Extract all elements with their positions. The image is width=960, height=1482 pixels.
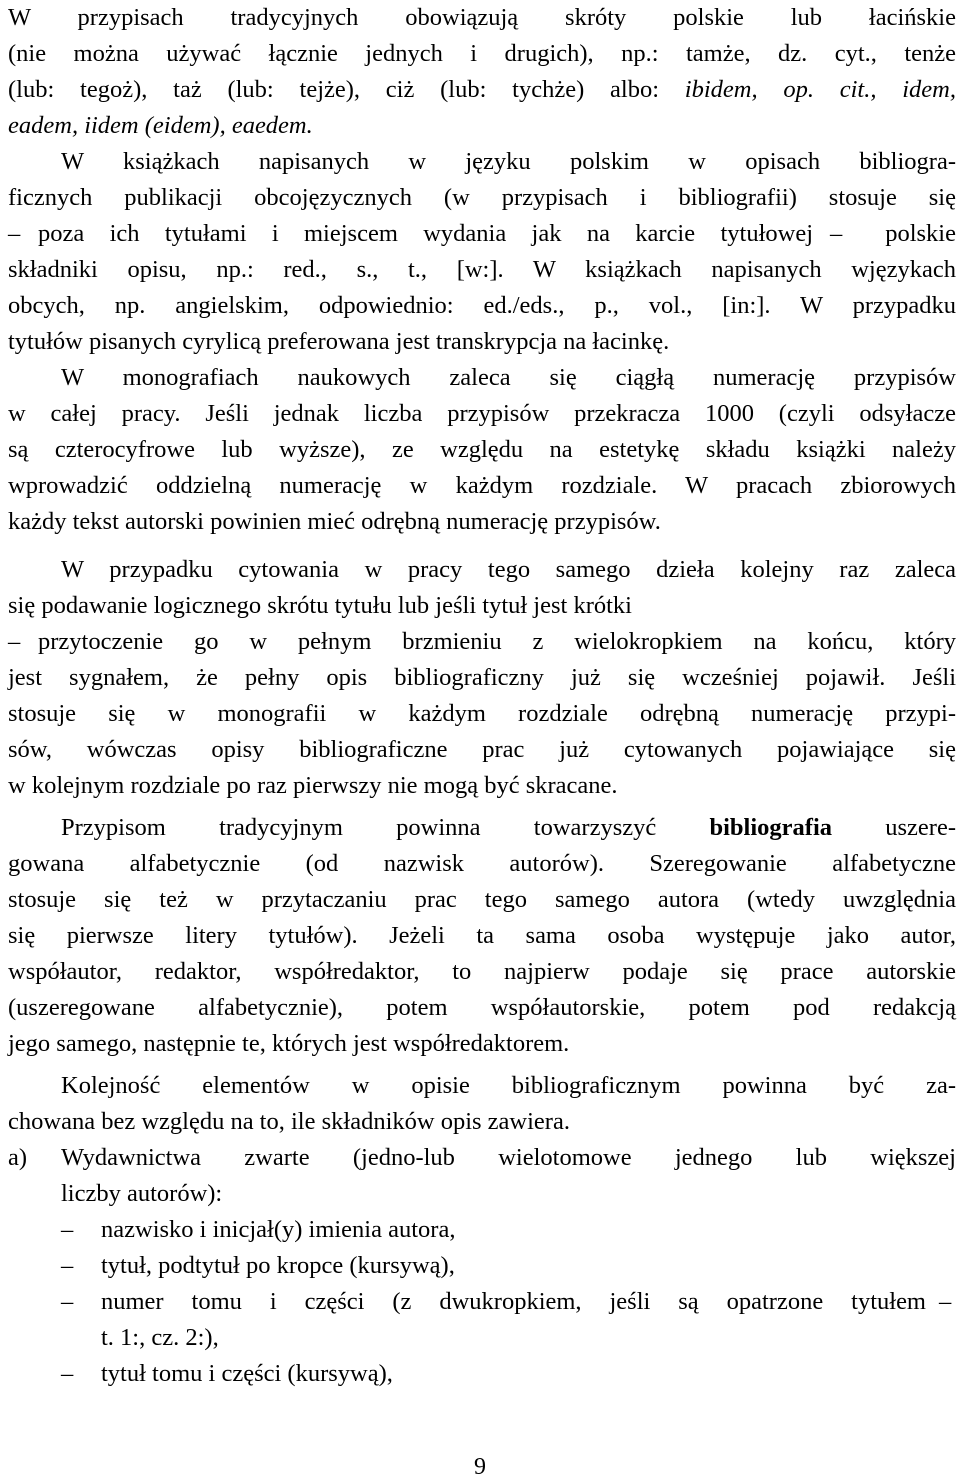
text-line: wprowadzić oddzielną numerację w każdym rozdziale. W pracach zbiorowych [8, 472, 956, 499]
text-line: (nie można używać łącznie jednych i drugich), np.: tamże, dz. cyt., tenże [8, 40, 956, 67]
text-line: każdy tekst autorski powinien mieć odrębną numerację przypisów. [8, 508, 661, 535]
text-line: W przypisach tradycyjnych obowiązują skróty polskie lub łacińskie [8, 4, 956, 31]
text-line: (uszeregowane alfabetycznie), potem współautorskie, potem pod redakcją [8, 994, 956, 1021]
list-marker: a) [8, 1144, 28, 1171]
text-line: współautor, redaktor, współredaktor, to najpierw podaje się prace autorskie [8, 958, 956, 985]
text-line: obcych, np. angielskim, odpowiednio: ed./eds., p., vol., [in:]. W przypadku [8, 292, 956, 319]
text-line: jego samego, następnie te, których jest współredaktorem. [8, 1030, 570, 1057]
text-line: w kolejnym rozdziale po raz pierwszy nie mogą być skracane. [8, 772, 618, 799]
text-line: (lub: tegoż), taż (lub: tejże), ciż (lub: tychże) albo: ibidem, op. cit., idem, [8, 76, 957, 103]
italic-abbrev: ibidem, op. cit. [684, 76, 871, 103]
text-line: się podawanie logicznego skrótu tytułu lub jeśli tytuł jest krótki [8, 592, 632, 619]
text-line: W książkach napisanych w języku polskim w opisach bibliogra- [61, 148, 956, 175]
text-line: tytułów pisanych cyrylicą preferowana jest transkrypcja na łacinkę. [8, 328, 670, 355]
text-line: W przypadku cytowania w pracy tego samego dzieła kolejny raz zaleca [61, 556, 956, 583]
text-line: gowana alfabetycznie (od nazwisk autorów). Szeregowanie alfabetyczne [8, 850, 956, 877]
page-number: 9 [474, 1454, 486, 1480]
text-line: stosuje się w monografii w każdym rozdziale odrębną numerację przypi- [8, 700, 956, 727]
text-line: W monografiach naukowych zaleca się ciągłą numerację przypisów [61, 364, 956, 391]
text-line: ficznych publikacji obcojęzycznych (w przypisach i bibliografii) stosuje się [8, 184, 956, 211]
text-line: w całej pracy. Jeśli jednak liczba przypisów przekracza 1000 (czyli odsyłacze [8, 400, 956, 427]
text-line: Kolejność elementów w opisie bibliograficznym powinna być za- [61, 1072, 956, 1099]
text-line: się pierwsze litery tytułów). Jeżeli ta sama osoba występuje jako autor, [8, 922, 956, 949]
text-line: sów, wówczas opisy bibliograficzne prac już cytowanych pojawiające się [8, 736, 956, 763]
text-line: są czterocyfrowe lub wyższe), ze względu na estetykę składu książki należy [8, 436, 956, 463]
text-line: eadem, iidem (eidem), eaedem. [8, 112, 313, 139]
text-line: liczby autorów): [61, 1180, 223, 1207]
text-line: chowana bez względu na to, ile składników opis zawiera. [8, 1108, 570, 1135]
bold-term: bibliografia [709, 814, 833, 841]
italic-abbrev: , idem, [870, 76, 957, 103]
text-line: składniki opisu, np.: red., s., t., [w:]. W książkach napisanych wjęzykach [8, 256, 956, 283]
text-line: Przypisom tradycyjnym powinna towarzyszyć bibliografia uszere- [61, 814, 956, 841]
text-line: stosuje się też w przytaczaniu prac tego samego autora (wtedy uwzględnia [8, 886, 956, 913]
text-line: jest sygnałem, że pełny opis bibliograficzny już się wcześniej pojawił. Jeśli [8, 664, 956, 691]
text-line: t. 1:, cz. 2:), [101, 1324, 219, 1351]
